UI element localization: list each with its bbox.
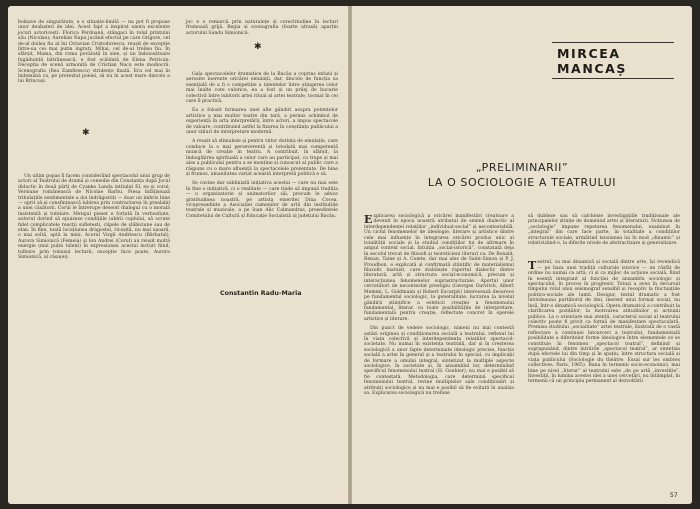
paragraph-text: xplicarea sociologică a oricărei manifestări creatoare a devenit în epoca noastră atributul de semnă dialectic al interdependenței relațiilor „individual-social” și necontestabilă. Un ciclul fenomenelor de ideologie, literare și artistice dintre cele mai influențe în integrarea oricărei produs unic al totalității sociale și la studiul condițiilor lui de afirmare în ampul context social. Intuiția „social-istorică”, constatată deja în secolul trecut de filosofi și teoreticieni literari ca: De Bonald, Renan, Taine și A. Comte, dar mai ales de Saint-Simon și P. J. Proudhon, e explicată și confirmată științific de materialismul filozofic marxist, care stabilește raportul dialectic dintre literatură, artă și structura social-economică, precum și interacțiunea fenomenelor suprastructurale. Aportul unor cercetători de necontestat prestigiu (Georges Gurvitch, Albert Memmi, L. Goldmann și Robert Escarpit) interesează deoarece pe fundamentul sociologic, la generalitate, lucrarea la nivelul gândirii științifice a esteticii creației a fenomenului fundamental, literar, cu toate posibilitățile de interpretare, fundamentală pentru creație, reflectate concret în operele artistice și literare.: [364, 214, 514, 322]
paragraph: Gala spectacolelor dramatice de la Bacău a coprins infuzii și aerosite inerente oricărei emulații, dar, dincolo de funcția sa esențială de a fi o competiție a talentelor între atingerea celor mai înalte cote valorice, ea a fost și un prilej de bucurie colectivă între iubitorii artei ritual al artei teatrale, tocmai în cei care îl practică.: [186, 72, 338, 105]
author-last-name: MANCAȘ: [557, 61, 628, 76]
paragraph: să dubleze sau să calchieze investigațiile tradiționale ale principalelor științe de domeniul artei și literaturii. Noțiunea de „sociologie” impune repetarea fenomenului, examinat în „integral” din care face parte, în totalitate a condițiilor structurale sociale, urmărind tensiunea lui în mod „dinamic” și relativizând-o, la diferite nivele de abstractizare și generalizare.: [528, 214, 680, 247]
paragraph: A reușit să stimuleze și pentru viitor dorința de emulație, care conduce la o mai perseverentă și totodată mai competentă muncă de creație în teatru. A contribuit, în sfârșit, la îmbogățirea spirituală a celor care au participat, ca trupe și mai ales a publicului pentru a se menține și cunoscut al public care a răspuns cu o mare afluență la spectacolele prezentate. De bine și frumos, umanitatea variat această interpretă politică e să.: [186, 139, 338, 177]
left-column-2-body: [186, 72, 338, 223]
paragraph: Din punct de vedere sociologic, nimeni nu mai contestă astăzi originea și condiționarea socială a teatrului, reflexul lui în viața colectivă și interdependența relațiilor spectacol-societate. Nu numai în existența teatrală, dar și în creșterea sociologică a unor fapte determinate ideologic precise, funcția socială a artei în general și a teatrului în special, cu implicații de formare a omului integral, sintetizat la multiple aspecte sociologice, în societate și, în ansamblul lor, determinând specificul fenomenului teatral (H. Gouhier), nu mai e posibil să fie contestată. Metodologia, care determină specificul fenomenului teatral, revine multiplelor sale condiționări și atribuții sociologice și nu mai e posibil să fie evitată în analiza sa. Explicarea sociologică nu trebuie: [364, 326, 514, 396]
section-star-icon: ✱: [254, 42, 262, 52]
header-rule-top: [552, 42, 674, 43]
paragraph: [364, 214, 514, 322]
right-column-1: [364, 214, 514, 400]
paragraph: bolnave de singurătate, e o situație-limită — nu pot fi propuse unor deubateri de idei. Acest fapt a inspirat unora excelente jocuri actoricești: Florica Perdoană, stângaci în rolul prințului său (Nicolae); Aurelian Napu jucând efectul pe care Grigore, cel de-al doilea fiu al lui Octavian Cristodorescu, reușit de exceptie între-ua cei mai putin ingrati, Mihai, cel de-al treilea fiu. În sfârșit, Mama, din roma povărată în sine, și un îndoiosătoare fugăduință bătrânească, e fost scăldată de Elena Petrican. Decepția de scenă armonită de Cristian Nacu este mediocră. Scenografia (Ilea Zamfirescu) stridențe fixată. Era cel mai în îndemână ca, pe pretextul poeiei, să nu în acest mare dincolo a lui Brincuși.: [18, 20, 170, 85]
header-rule-bottom: [552, 78, 674, 79]
paragraph: Un ultim popas îl facem considerând spectacolul unui grup de actori al Teatrului de dramă și comedie din Constanța după Jocul didactic în două părți de Cyanko Landa intitulat El, ea și corul. Versiune românească de Nicolae Barbu. Piesa înfățișează tribulațiile sentimentale a doi îndrăgostiți — doar un imbris bine — oprit să-și consfințească iubirea prin contractarea în prealabil a unei căsătorii. Corul le întrerupe deseori dialogul cu o morală insistentă și tutelare. Metajul pieset e forțată în verbozitate, autorul dorind să epuizeze condițiile iubirii cuplului, să scrute fidel complicatele reacții sufletești, clipele de slăbiciune sau de elan. În fine, toată locațiunea dragostei, ricoșită, nu mai ușoară, o mai soltă, aptă la mini. Acorul Virgil Andriescu (Bărbatul), Aurora Simionică (Femeia) și Ion Andrei (Corul) au reușit multă energie (mai puțin talent) în expresiunea acestui lecturi fiind, tulbure prin tonusul lecturii; excepție face poate, Aurora Simionică, al căsa(ei).: [18, 174, 170, 261]
drop-cap: T: [528, 259, 537, 273]
author-first-name: MIRCEA: [557, 46, 621, 61]
left-column-1-top: [18, 20, 170, 89]
drop-cap: E: [364, 213, 373, 226]
article-title-line-1: „PRELIMINARII”: [475, 161, 569, 174]
paragraph-text: eatrul, ca mai dinamică și socială dintre arte, își revendică — pe baza unei tradiții culturale istorice — un răsfăț de ordine nu numai ca artă, ci și ca mijloc de acțiune socială, fiind în esență integrant al funcției de ansamblu sociologic și spectacolul, în proces în progresiv. Totuși a avea în decursul timpului rolul unui seismograf sensibil și receptiv la fluctuațiile politico-sociale ale lumii. Desigur, textul dramatic a fost întotdeauna purtătorul de idei, inerent unui format social, nu însă, într-o dinamică sociologică. Opera dramatică a contribuit la clarificarea pozițiilor, la motivarea atitudinilor și acțiunii publice. La o orientare mai atentă, caracterul social al teatrului colectiv poate fi privit ca formă de manifestare spectaculară. Premisa studiului „socialitate” artei teatrale, ilustrată de o vastă reflectare a continuei întoarceri a teatrului, fundamentală posibilitate a diferitelor forme ideologice între elementele ce se constituie în fenomen „spectacol teatral”, definind și suprapunând, dintre intrările „spectacol teatral”, ar sintetiza după efectele lui din timp și în spațiu, între structura socială și viața publicului (Sociologie du théâtre. Essai sur les ombres collectives, Paris, 1965). Buna în termenii socio-economici, mai bine pe nivel „literar” al teatrului este „de pe artă „investiție”. Investiții, în lumina acestei idei a unei cercetări, nu întâmplat, în termenii că un principiu permanent al dezvoltării: [528, 260, 680, 385]
paragraph: [528, 260, 680, 384]
right-page: [352, 6, 692, 504]
section-star-icon: ✱: [82, 128, 90, 138]
article-title-line-2: LA O SOCIOLOGIE A TEATRULUI: [427, 176, 617, 189]
left-column-1-bottom: [18, 174, 170, 265]
right-column-2: [528, 214, 680, 389]
left-column-2: [186, 20, 338, 40]
paragraph: Ea a folosit formarea unei alte gândiri asupra potențelor artistice a mai multor teatre din țară, a permis schimbul de experiență în arta interpretării, între actori, a impus spectacole de valoare, contribuind astfel la fixarea în conștiința publicului a unor stiluri de interpretare modernă.: [186, 108, 338, 136]
byline: Constantin Radu-Maria: [220, 290, 302, 297]
paragraph: joc e o remarcă prin naturalețe și corectitudine în lecturi frumoasă grijă. Regia și scenografia (foarte atrasă) aparțin actorului Sandu Simionică.: [186, 20, 338, 36]
paragraph: Se cuvine dar subliniată inițiativa acestui — care nu mai este în fine o inițiativă, ci o realitate — care tinde să impună tradiția — o organizatorie și animatorilor săi, precum le aduce gratitudinea noastră, pe artista emeritei Dina Cocea, vicepreședinte a Asociației oamenilor de artă din instituțiile teatrale și muzicale, a pe Ioan Alic Calmandras, președintele Comitetului de Cultură și Educație Socialistă al județului Bacău.: [186, 181, 338, 219]
page-number: 57: [670, 492, 678, 499]
left-page: [8, 6, 348, 504]
